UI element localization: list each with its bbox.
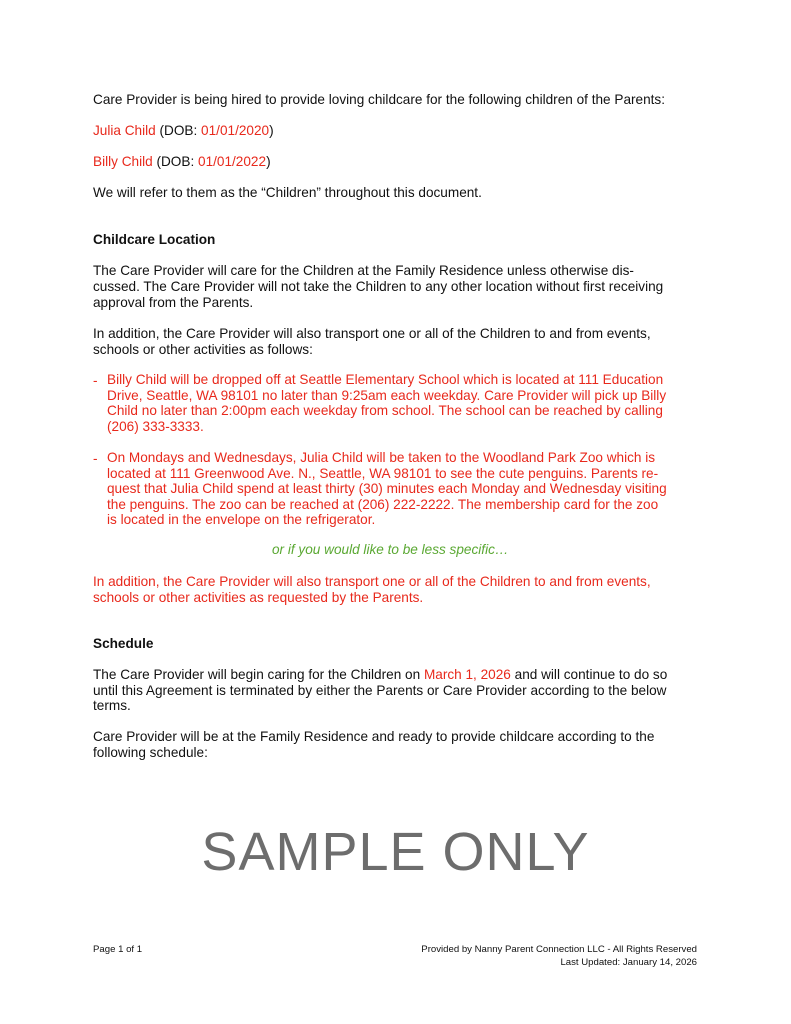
alternative-note: or if you would like to be less specific… — [272, 542, 509, 557]
footer-provided-by: Provided by Nanny Parent Connection LLC - All Rights Reserved — [421, 944, 697, 955]
schedule-para-line: until this Agreement is terminated by either the Parents or Care Provider according to the below — [93, 683, 667, 698]
dob-label: (DOB: — [155, 123, 202, 138]
bullet1-line: (206) 333-3333. — [107, 419, 204, 434]
schedule-para-line — [93, 667, 667, 683]
transport-para-line: In addition, the Care Provider will also transport one or all of the Children to and from events, — [93, 326, 651, 341]
footer-page-number: Page 1 of 1 — [93, 944, 143, 955]
dob-close: ) — [269, 123, 274, 138]
alt-para-line: In addition, the Care Provider will also transport one or all of the Children to and from events, — [93, 574, 651, 589]
bullet2-line: is located in the envelope on the refrigerator. — [107, 512, 376, 527]
bullet2-line: On Mondays and Wednesdays, Julia Child will be taken to the Woodland Park Zoo which is — [107, 450, 656, 465]
bullet-dash: - — [93, 451, 98, 466]
child-billy — [93, 154, 271, 170]
schedule-para2-line: following schedule: — [93, 745, 208, 760]
schedule-text: and will continue to do so — [510, 667, 668, 682]
schedule-para-line: terms. — [93, 698, 131, 713]
bullet2-line: quest that Julia Child spend at least thirty (30) minutes each Monday and Wednesday visiting — [107, 481, 667, 496]
child-name: Billy Child — [93, 154, 153, 169]
bullet1-line: Billy Child will be dropped off at Seattle Elementary School which is located at 111 Education — [107, 372, 664, 387]
child-dob: 01/01/2020 — [201, 123, 270, 138]
child-dob: 01/01/2022 — [198, 154, 267, 169]
schedule-para2-line: Care Provider will be at the Family Residence and ready to provide childcare according to the — [93, 729, 655, 744]
sample-only-watermark: SAMPLE ONLY — [201, 822, 590, 882]
bullet2-line: located at 111 Greenwood Ave. N., Seattle, WA 98101 to see the cute penguins. Parents re- — [107, 466, 659, 481]
location-para-line: cussed. The Care Provider will not take the Children to any other location without first receiving — [93, 279, 664, 294]
childcare-location-heading: Childcare Location — [93, 232, 216, 247]
dob-close: ) — [266, 154, 271, 169]
footer-last-updated: Last Updated: January 14, 2026 — [560, 957, 697, 968]
location-para-line: The Care Provider will care for the Children at the Family Residence unless otherwise dis- — [93, 263, 634, 278]
schedule-heading: Schedule — [93, 636, 154, 651]
child-name: Julia Child — [93, 123, 156, 138]
location-para-line: approval from the Parents. — [93, 295, 254, 310]
schedule-text: The Care Provider will begin caring for the Children on — [93, 667, 424, 682]
child-julia — [93, 123, 274, 139]
alt-para-line: schools or other activities as requested by the Parents. — [93, 590, 424, 605]
bullet1-line: Drive, Seattle, WA 98101 no later than 9:25am each weekday. Care Provider will pick up Billy — [107, 388, 667, 403]
transport-para-line: schools or other activities as follows: — [93, 342, 313, 357]
dob-label: (DOB: — [152, 154, 199, 169]
bullet1-line: Child no later than 2:00pm each weekday from school. The school can be reached by calling — [107, 403, 663, 418]
bullet-dash: - — [93, 373, 98, 388]
start-date: March 1, 2026 — [423, 667, 511, 682]
intro-text: Care Provider is being hired to provide loving childcare for the following children of the Parents: — [93, 92, 665, 107]
bullet2-line: the penguins. The zoo can be reached at (206) 222-2222. The membership card for the zoo — [107, 497, 659, 512]
refer-text: We will refer to them as the “Children” throughout this document. — [93, 185, 482, 200]
